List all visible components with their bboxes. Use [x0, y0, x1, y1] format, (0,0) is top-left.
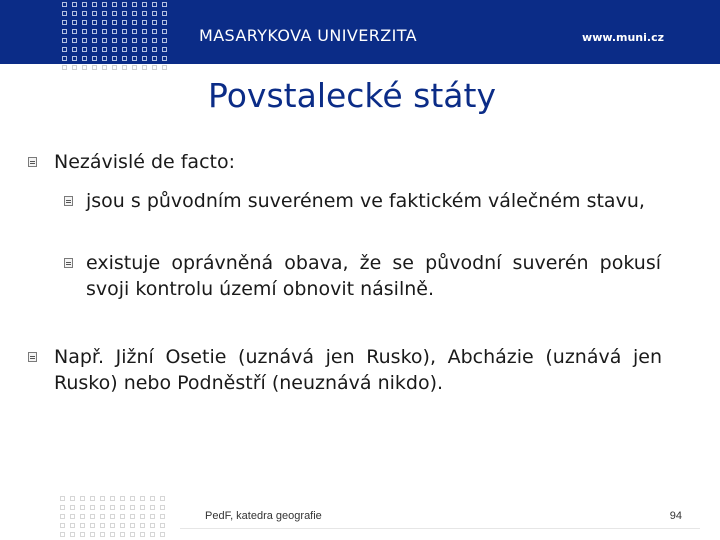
- pattern-dot: [120, 523, 125, 528]
- pattern-dot: [72, 29, 77, 34]
- pattern-dot: [100, 496, 105, 501]
- footer-text: PedF, katedra geografie: [205, 510, 322, 522]
- pattern-dot: [122, 20, 127, 25]
- pattern-dot: [82, 65, 87, 70]
- pattern-dot: [152, 47, 157, 52]
- pattern-dot: [82, 20, 87, 25]
- footer-divider: [180, 528, 700, 529]
- pattern-dot: [132, 38, 137, 43]
- pattern-dot: [82, 2, 87, 7]
- pattern-dot: [152, 11, 157, 16]
- pattern-dot: [110, 496, 115, 501]
- pattern-dot: [122, 56, 127, 61]
- pattern-dot: [150, 496, 155, 501]
- pattern-dot: [142, 20, 147, 25]
- pattern-dot: [70, 532, 75, 537]
- pattern-dot: [90, 514, 95, 519]
- pattern-dot: [162, 38, 167, 43]
- pattern-dot: [60, 532, 65, 537]
- pattern-dot: [70, 523, 75, 528]
- pattern-dot: [72, 56, 77, 61]
- pattern-dot: [130, 514, 135, 519]
- pattern-dot: [160, 496, 165, 501]
- pattern-dot: [92, 11, 97, 16]
- pattern-dot: [62, 2, 67, 7]
- pattern-dot: [132, 56, 137, 61]
- bullet-1-text: Nezávislé de facto:: [54, 151, 235, 173]
- pattern-dot: [130, 523, 135, 528]
- pattern-dot: [82, 11, 87, 16]
- pattern-dot: [142, 47, 147, 52]
- pattern-dot: [62, 65, 67, 70]
- pattern-dot: [80, 523, 85, 528]
- pattern-dot: [122, 11, 127, 16]
- pattern-dot: [160, 505, 165, 510]
- pattern-dot: [102, 2, 107, 7]
- sub-bullet-2-text: existuje oprávněná obava, že se původní suverén pokusí svoji kontrolu území obnovit násilně.: [86, 252, 661, 300]
- pattern-dot: [80, 505, 85, 510]
- pattern-dot: [152, 38, 157, 43]
- pattern-dot: [120, 514, 125, 519]
- pattern-dot: [122, 65, 127, 70]
- page-number: 94: [669, 510, 682, 522]
- pattern-dot: [90, 505, 95, 510]
- pattern-dot: [100, 514, 105, 519]
- pattern-dot: [100, 523, 105, 528]
- pattern-dot: [140, 532, 145, 537]
- pattern-dot: [122, 38, 127, 43]
- pattern-dot: [162, 2, 167, 7]
- pattern-dot: [142, 38, 147, 43]
- university-name: MASARYKOVA UNIVERZITA: [199, 26, 418, 45]
- pattern-dot: [110, 505, 115, 510]
- pattern-dot: [60, 523, 65, 528]
- pattern-dot: [112, 56, 117, 61]
- pattern-dot: [100, 505, 105, 510]
- pattern-dot: [102, 20, 107, 25]
- pattern-dot: [60, 514, 65, 519]
- pattern-dot: [70, 505, 75, 510]
- pattern-dot: [162, 20, 167, 25]
- pattern-dot: [92, 2, 97, 7]
- pattern-dot: [72, 65, 77, 70]
- pattern-dot: [102, 11, 107, 16]
- pattern-dot: [72, 2, 77, 7]
- bullet-icon: [28, 157, 37, 167]
- pattern-dot: [130, 532, 135, 537]
- pattern-dot: [72, 38, 77, 43]
- pattern-dot: [102, 56, 107, 61]
- pattern-dot: [150, 514, 155, 519]
- pattern-dot: [110, 523, 115, 528]
- pattern-dot: [142, 29, 147, 34]
- bullet-icon: [28, 352, 37, 362]
- pattern-dot: [132, 65, 137, 70]
- pattern-dot: [72, 47, 77, 52]
- pattern-dot: [62, 38, 67, 43]
- pattern-dot: [140, 505, 145, 510]
- sub-bullet-1-text: jsou s původním suverénem ve faktickém válečném stavu,: [86, 190, 645, 212]
- pattern-dot: [80, 496, 85, 501]
- pattern-dot: [160, 514, 165, 519]
- website-url[interactable]: www.muni.cz: [582, 31, 664, 44]
- pattern-dot: [92, 47, 97, 52]
- pattern-dot: [90, 523, 95, 528]
- pattern-dot: [160, 532, 165, 537]
- pattern-dot: [112, 65, 117, 70]
- pattern-dot: [142, 65, 147, 70]
- bullet-2-text: Např. Jižní Osetie (uznává jen Rusko), Abcházie (uznává jen Rusko) nebo Podněstří (neuznává nikdo).: [54, 346, 662, 394]
- pattern-dot: [90, 532, 95, 537]
- pattern-dot: [150, 532, 155, 537]
- pattern-dot: [82, 47, 87, 52]
- pattern-dot: [110, 514, 115, 519]
- pattern-dot: [82, 38, 87, 43]
- pattern-dot: [120, 532, 125, 537]
- pattern-dot: [122, 47, 127, 52]
- pattern-dot: [162, 11, 167, 16]
- pattern-dot: [152, 20, 157, 25]
- pattern-dot: [102, 38, 107, 43]
- pattern-dot: [60, 496, 65, 501]
- pattern-dot: [122, 29, 127, 34]
- pattern-dot: [70, 496, 75, 501]
- pattern-dot: [122, 2, 127, 7]
- pattern-dot: [132, 20, 137, 25]
- pattern-dot: [162, 56, 167, 61]
- pattern-dot: [132, 11, 137, 16]
- pattern-dot: [130, 496, 135, 501]
- pattern-dot: [80, 514, 85, 519]
- pattern-dot: [70, 514, 75, 519]
- pattern-dot: [72, 11, 77, 16]
- pattern-dot: [110, 532, 115, 537]
- logo-dot-pattern: [60, 0, 170, 78]
- pattern-dot: [72, 20, 77, 25]
- pattern-dot: [120, 496, 125, 501]
- pattern-dot: [140, 514, 145, 519]
- pattern-dot: [62, 56, 67, 61]
- pattern-dot: [130, 505, 135, 510]
- header-bar: [0, 0, 720, 64]
- pattern-dot: [160, 523, 165, 528]
- pattern-dot: [112, 11, 117, 16]
- pattern-dot: [102, 29, 107, 34]
- pattern-dot: [162, 65, 167, 70]
- pattern-dot: [62, 11, 67, 16]
- pattern-dot: [62, 47, 67, 52]
- pattern-dot: [92, 56, 97, 61]
- pattern-dot: [92, 29, 97, 34]
- pattern-dot: [132, 2, 137, 7]
- pattern-dot: [60, 505, 65, 510]
- pattern-dot: [152, 65, 157, 70]
- pattern-dot: [112, 2, 117, 7]
- pattern-dot: [152, 2, 157, 7]
- slide-title: Povstalecké státy: [208, 76, 496, 115]
- pattern-dot: [100, 532, 105, 537]
- pattern-dot: [92, 38, 97, 43]
- pattern-dot: [62, 29, 67, 34]
- pattern-dot: [112, 38, 117, 43]
- pattern-dot: [80, 532, 85, 537]
- pattern-dot: [82, 29, 87, 34]
- sub-bullet-icon: [64, 258, 73, 268]
- pattern-dot: [112, 20, 117, 25]
- pattern-dot: [112, 47, 117, 52]
- pattern-dot: [132, 29, 137, 34]
- pattern-dot: [102, 47, 107, 52]
- pattern-dot: [142, 56, 147, 61]
- pattern-dot: [82, 56, 87, 61]
- pattern-dot: [62, 20, 67, 25]
- footer-dot-pattern: [58, 494, 168, 540]
- pattern-dot: [162, 47, 167, 52]
- pattern-dot: [142, 2, 147, 7]
- pattern-dot: [152, 29, 157, 34]
- pattern-dot: [92, 20, 97, 25]
- pattern-dot: [162, 29, 167, 34]
- pattern-dot: [140, 496, 145, 501]
- pattern-dot: [140, 523, 145, 528]
- pattern-dot: [152, 56, 157, 61]
- pattern-dot: [150, 523, 155, 528]
- pattern-dot: [112, 29, 117, 34]
- sub-bullet-icon: [64, 196, 73, 206]
- pattern-dot: [90, 496, 95, 501]
- pattern-dot: [102, 65, 107, 70]
- pattern-dot: [120, 505, 125, 510]
- pattern-dot: [142, 11, 147, 16]
- pattern-dot: [92, 65, 97, 70]
- pattern-dot: [132, 47, 137, 52]
- pattern-dot: [150, 505, 155, 510]
